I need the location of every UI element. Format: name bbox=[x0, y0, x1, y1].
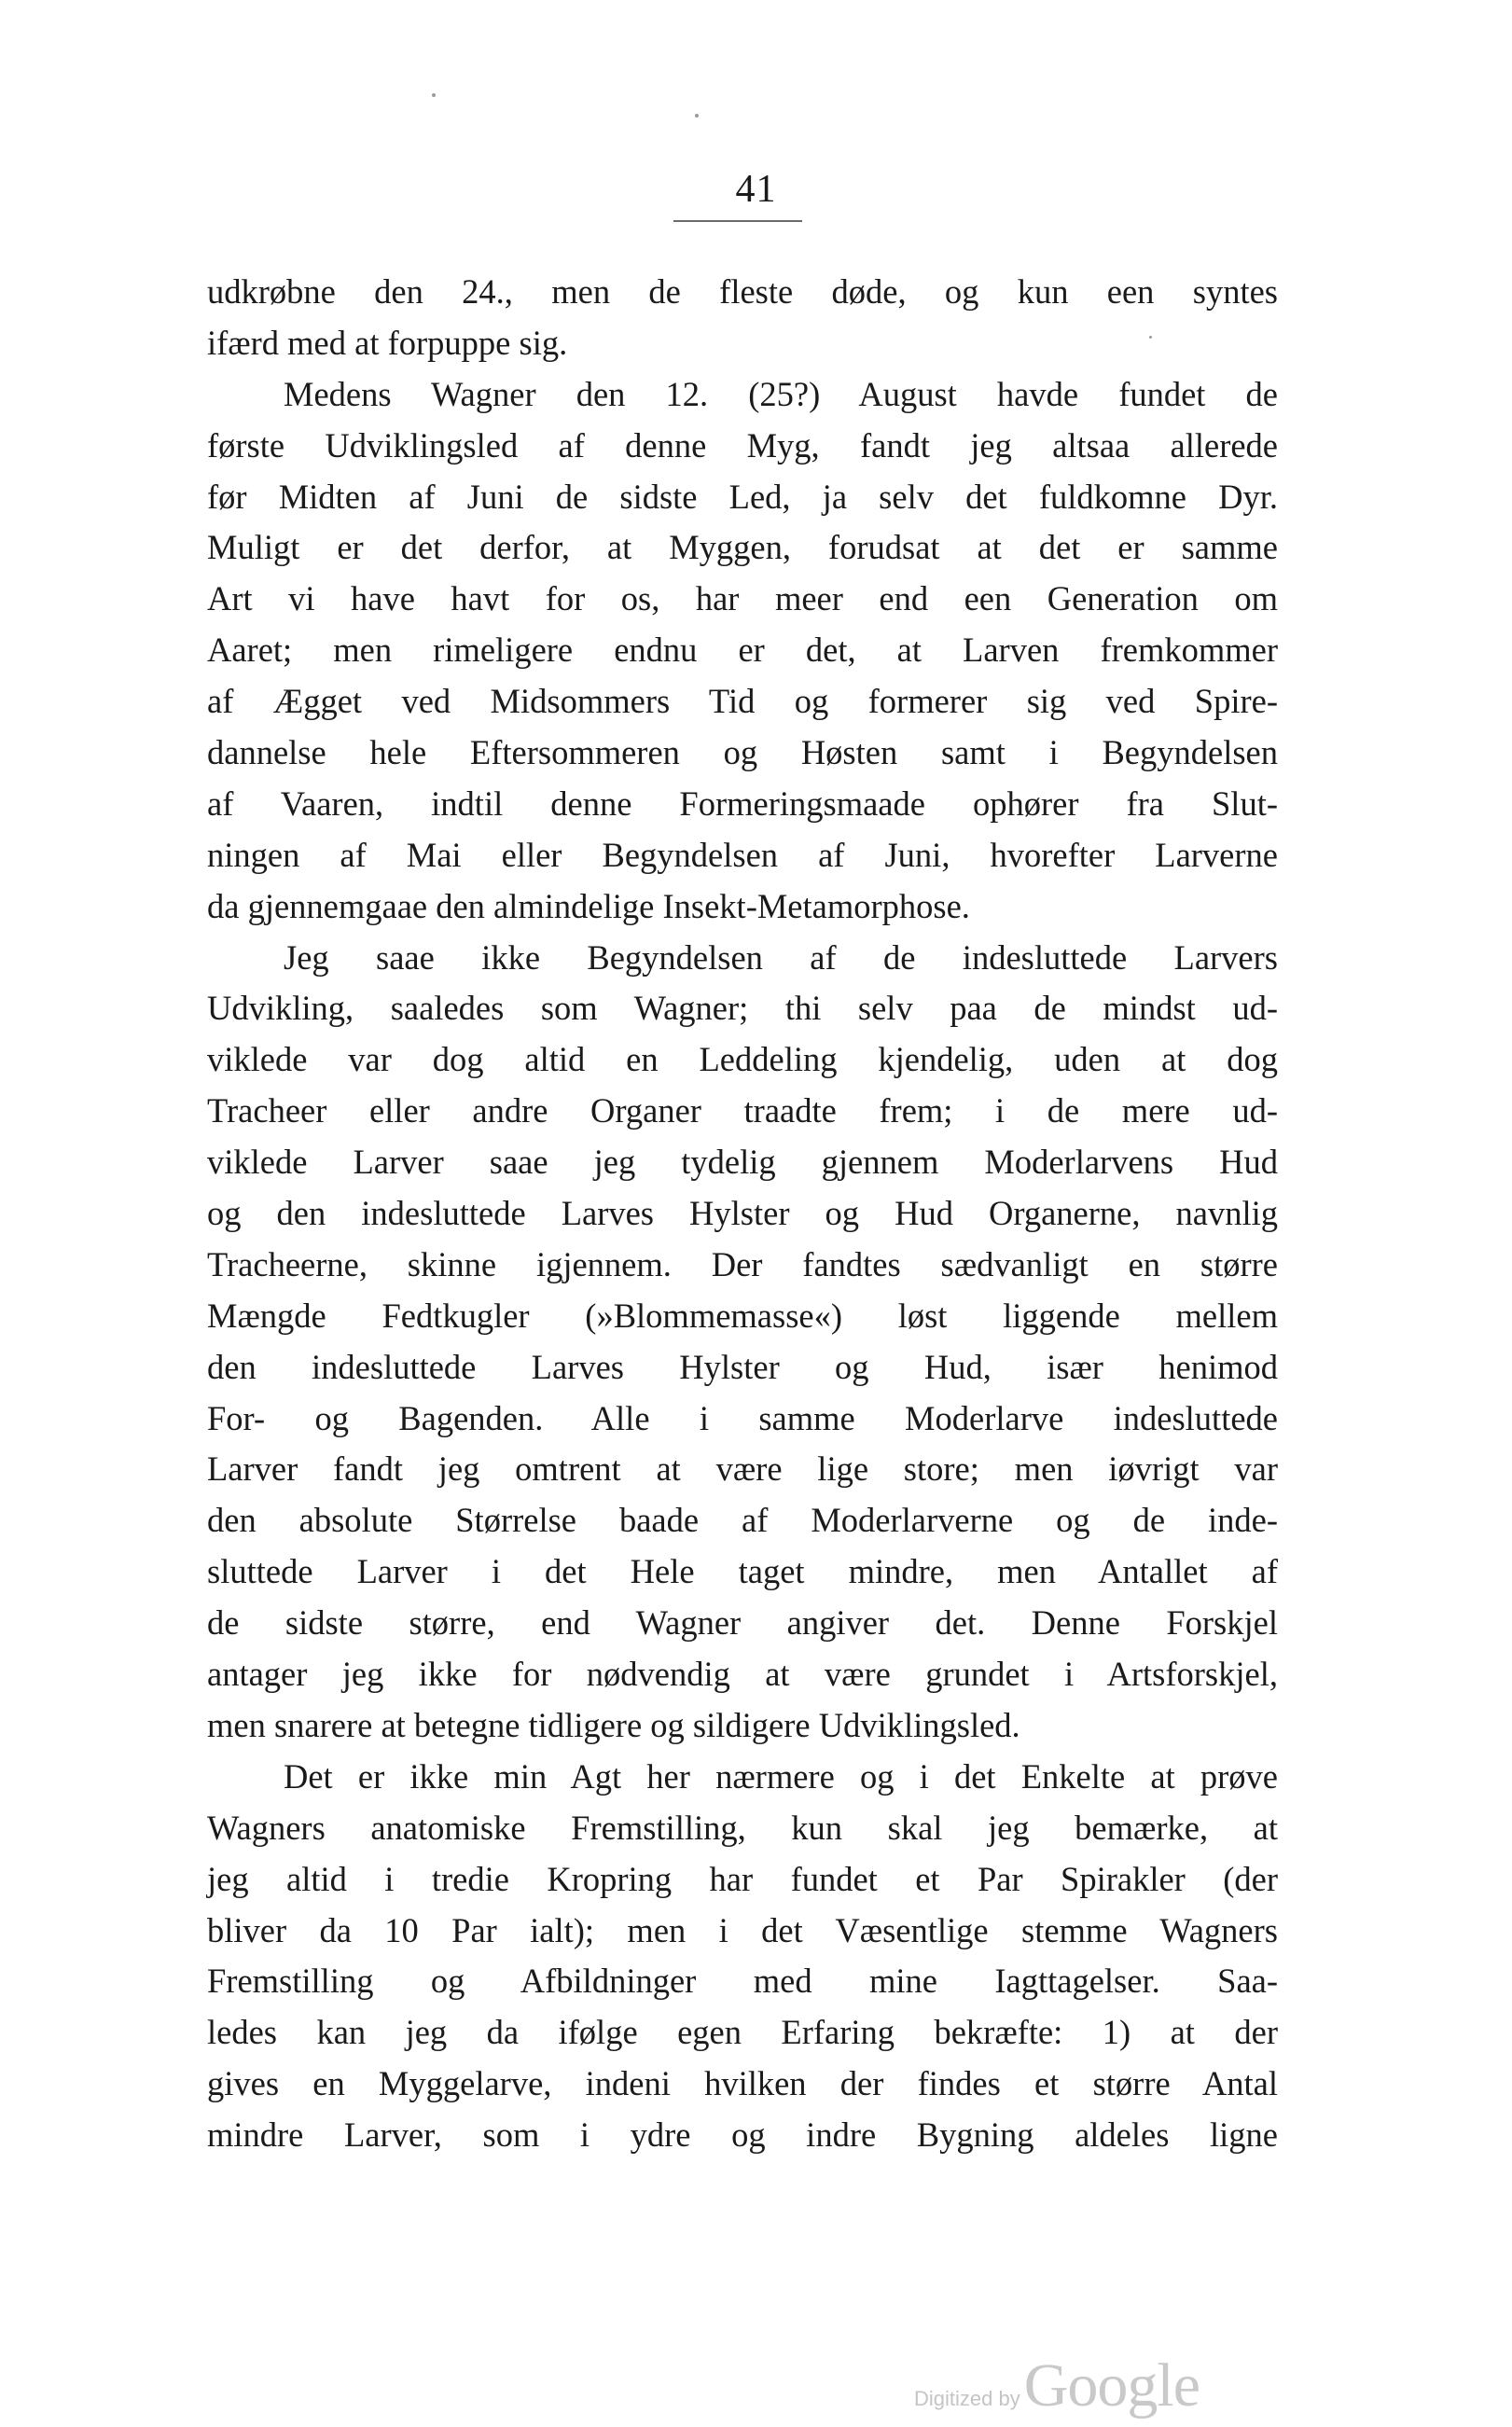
text-line: jeg altid i tredie Kropring har fundet et Par Spirakler (der bbox=[207, 1859, 1278, 1898]
page-number-rule bbox=[673, 220, 802, 222]
text-line: Tracheerne, skinne igjennem. Der fandtes sædvanligt en større bbox=[207, 1244, 1278, 1283]
text-line: og den indesluttede Larves Hylster og Hud Organerne, navnlig bbox=[207, 1194, 1278, 1233]
text-line: den absolute Størrelse baade af Moderlarverne og de inde- bbox=[207, 1501, 1278, 1540]
text-line: den indesluttede Larves Hylster og Hud, især henimod bbox=[207, 1347, 1278, 1386]
text-line: Mængde Fedtkugler (»Blommemasse«) løst liggende mellem bbox=[207, 1296, 1278, 1335]
digitized-watermark bbox=[914, 2351, 1200, 2420]
text-line: udkrøbne den 24., men de fleste døde, og kun een syntes bbox=[207, 272, 1278, 311]
google-logo-text: Google bbox=[1023, 2351, 1200, 2420]
text-line: Medens Wagner den 12. (25?) August havde fundet de bbox=[284, 374, 1278, 413]
text-line: ifærd med at forpuppe sig. bbox=[207, 323, 568, 362]
text-line: viklede var dog altid en Leddeling kjendelig, uden at dog bbox=[207, 1040, 1278, 1079]
text-line: Muligt er det derfor, at Myggen, forudsat at det er samme bbox=[207, 528, 1278, 567]
text-line: gives en Myggelarve, indeni hvilken der findes et større Antal bbox=[207, 2064, 1278, 2103]
text-line: dannelse hele Eftersommeren og Høsten samt i Begyndelsen bbox=[207, 733, 1278, 772]
text-line: ningen af Mai eller Begyndelsen af Juni, hvorefter Larverne bbox=[207, 835, 1278, 874]
text-line: Det er ikke min Agt her nærmere og i det Enkelte at prøve bbox=[284, 1756, 1278, 1796]
digitized-by-label: Digitized by bbox=[914, 2387, 1020, 2410]
text-line: Udvikling, saaledes som Wagner; thi selv paa de mindst ud- bbox=[207, 989, 1278, 1028]
text-line: Jeg saae ikke Begyndelsen af de indesluttede Larvers bbox=[284, 937, 1278, 977]
text-line: For- og Bagenden. Alle i samme Moderlarve indesluttede bbox=[207, 1398, 1278, 1437]
body-text bbox=[207, 267, 1278, 2161]
text-line: mindre Larver, som i ydre og indre Bygning aldeles ligne bbox=[207, 2115, 1278, 2155]
text-line: Aaret; men rimeligere endnu er det, at Larven fremkommer bbox=[207, 631, 1278, 670]
text-line: viklede Larver saae jeg tydelig gjennem Moderlarvens Hud bbox=[207, 1143, 1278, 1182]
text-line: Larver fandt jeg omtrent at være lige store; men iøvrigt var bbox=[207, 1449, 1278, 1489]
print-speck bbox=[695, 114, 699, 118]
text-line: af Ægget ved Midsommers Tid og formerer sig ved Spire- bbox=[207, 682, 1278, 721]
text-line: de sidste større, end Wagner angiver det. Denne Forskjel bbox=[207, 1603, 1278, 1643]
text-line: af Vaaren, indtil denne Formeringsmaade ophører fra Slut- bbox=[207, 784, 1278, 823]
text-line: Tracheer eller andre Organer traadte frem; i de mere ud- bbox=[207, 1091, 1278, 1130]
page-number: 41 bbox=[735, 168, 777, 211]
text-line: men snarere at betegne tidligere og sildigere Udviklingsled. bbox=[207, 1705, 1020, 1744]
text-line: ledes kan jeg da ifølge egen Erfaring bekræfte: 1) at der bbox=[207, 2013, 1278, 2052]
text-line: bliver da 10 Par ialt); men i det Væsentlige stemme Wagners bbox=[207, 1910, 1278, 1949]
text-line: da gjennemgaae den almindelige Insekt-Metamorphose. bbox=[207, 886, 970, 925]
text-line: før Midten af Juni de sidste Led, ja selv det fuldkomne Dyr. bbox=[207, 477, 1278, 516]
print-speck bbox=[432, 93, 436, 97]
text-line: sluttede Larver i det Hele taget mindre, men Antallet af bbox=[207, 1552, 1278, 1591]
text-line: Fremstilling og Afbildninger med mine Iagttagelser. Saa- bbox=[207, 1962, 1278, 2001]
text-line: antager jeg ikke for nødvendig at være grundet i Artsforskjel, bbox=[207, 1655, 1278, 1694]
text-line: Wagners anatomiske Fremstilling, kun skal jeg bemærke, at bbox=[207, 1808, 1278, 1847]
text-line: første Udviklingsled af denne Myg, fandt jeg altsaa allerede bbox=[207, 425, 1278, 465]
text-line: Art vi have havt for os, har meer end een Generation om bbox=[207, 579, 1278, 618]
